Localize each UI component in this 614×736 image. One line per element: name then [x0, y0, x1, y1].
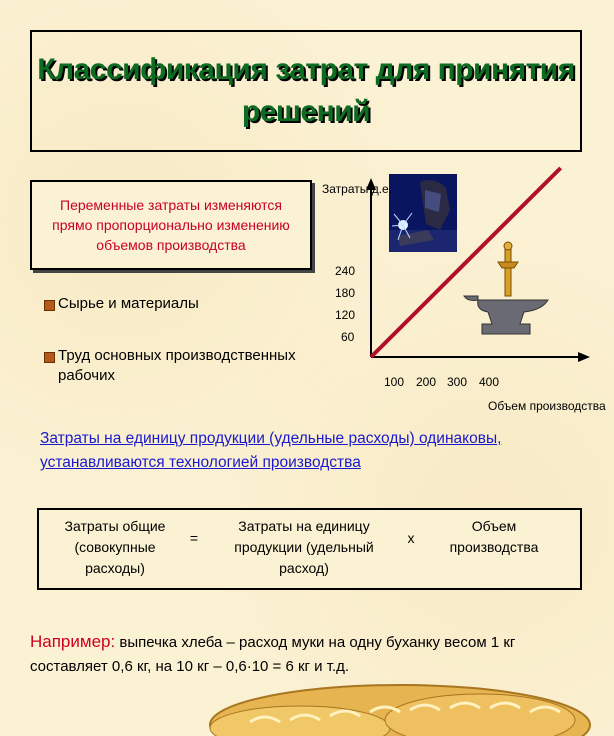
example-label: Например: [30, 632, 116, 651]
x-axis-arrow-icon [578, 352, 590, 362]
x-tick-label: 200 [416, 375, 437, 389]
y-tick-label: 60 [341, 330, 355, 344]
formula-total: Затраты общие (совокупные расходы) [64, 518, 166, 576]
bread-image [210, 685, 590, 736]
formula-volume: Объем производства [449, 518, 539, 555]
y-tick-label: 180 [335, 286, 356, 300]
example-text [30, 630, 590, 679]
formula-equals: = [189, 530, 199, 546]
bullet-label: Труд основных производственных рабочих [58, 347, 296, 384]
x-tick-label: 400 [479, 375, 500, 389]
bullet-label: Сырье и материалы [58, 295, 199, 312]
formula-box [37, 508, 582, 590]
variable-costs-box: Переменные затраты изменяются прямо пропорционально изменению объемов производства [30, 180, 312, 270]
formula-unit-cost: Затраты на единицу продукции (удельный расход) [234, 518, 374, 576]
welder-image [389, 174, 457, 252]
x-tick-label: 300 [447, 375, 468, 389]
y-tick-label: 240 [335, 264, 356, 278]
example-body: выпечка хлеба – расход муки на одну буханку весом 1 кг составляет 0,6 кг, на 10 кг – 0,6·10 = 6 кг и т.д. [30, 634, 516, 675]
y-tick-label: 120 [335, 308, 356, 322]
y-axis-label: Затраты д.е. [322, 182, 393, 196]
page-title: Классификация затрат для принятия решений [37, 53, 575, 128]
formula-times: х [407, 530, 415, 546]
x-axis-label: Объем производства [488, 399, 606, 413]
anvil-image [464, 242, 548, 334]
x-tick-label: 100 [384, 375, 405, 389]
unit-cost-link[interactable]: Затраты на единицу продукции (удельные расходы) одинаковы, устанавливаются технологией производства [40, 430, 502, 471]
